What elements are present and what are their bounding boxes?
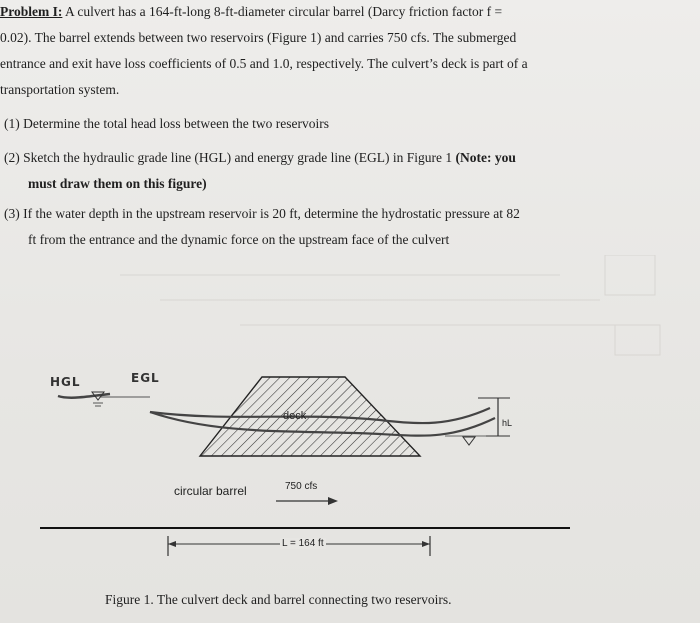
problem-line-2: 0.02). The barrel extends between two reservoirs (Figure 1) and carries 750 cfs. The submerged	[0, 30, 517, 45]
head-loss-label: hL	[502, 418, 513, 428]
hgl-label: HGL	[50, 375, 81, 389]
question-2-line-1	[4, 150, 516, 166]
flow-arrow-head	[328, 497, 338, 505]
question-2-text: (2) Sketch the hydraulic grade line (HGL) and energy grade line (EGL) in Figure 1	[4, 150, 456, 165]
downstream-level-marker	[463, 437, 475, 445]
question-3-line-1: (3) If the water depth in the upstream reservoir is 20 ft, determine the hydrostatic pressure at 82	[4, 206, 520, 221]
barrel-label: circular barrel	[174, 484, 247, 498]
question-3-line-2: ft from the entrance and the dynamic force on the upstream face of the culvert	[28, 232, 450, 247]
deck-label: deck	[283, 410, 307, 422]
figure-caption: Figure 1. The culvert deck and barrel connecting two reservoirs.	[105, 592, 452, 607]
problem-text-1: A culvert has a 164-ft-long 8-ft-diameter circular barrel (Darcy friction factor f =	[62, 4, 503, 19]
problem-line-1	[0, 4, 502, 20]
flow-label: 750 cfs	[285, 481, 318, 492]
length-label: L = 164 ft	[282, 538, 324, 549]
culvert-figure	[0, 360, 700, 590]
question-1: (1) Determine the total head loss between the two reservoirs	[4, 116, 330, 131]
problem-title: Problem I:	[0, 4, 63, 19]
egl-label: EGL	[131, 371, 160, 385]
problem-line-3: entrance and exit have loss coefficients of 0.5 and 1.0, respectively. The culvert’s deck is part of a	[0, 56, 528, 71]
bleed-through-texture	[0, 255, 700, 365]
question-2-note: (Note: you	[455, 150, 516, 165]
question-2-line-2: must draw them on this figure)	[28, 176, 207, 191]
problem-line-4: transportation system.	[0, 82, 120, 97]
